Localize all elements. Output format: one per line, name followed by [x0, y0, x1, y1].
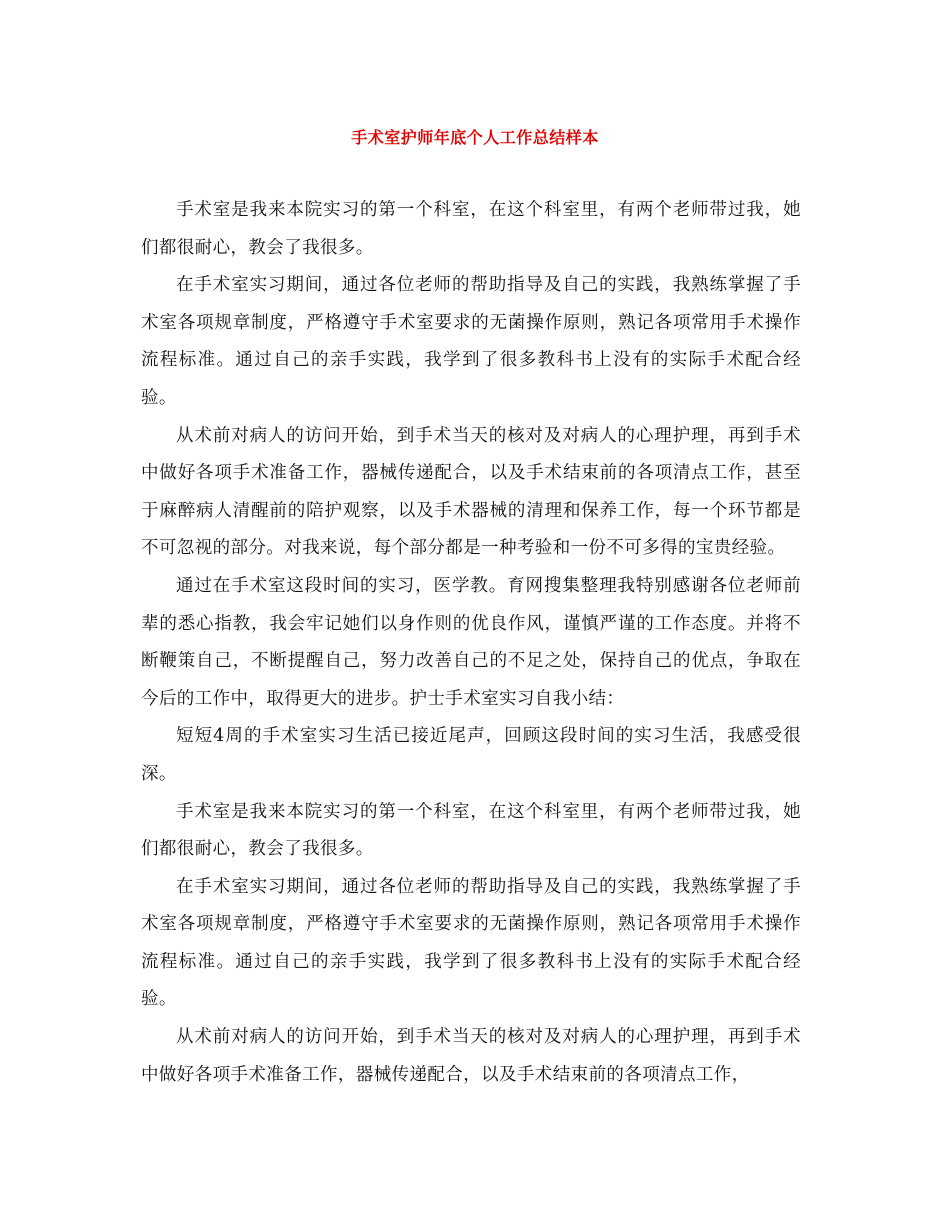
document-body — [141, 192, 801, 1094]
paragraph-8: 从术前对病人的访问开始，到手术当天的核对及对病人的心理护理，再到手术中做好各项手术准备工作，器械传递配合，以及手术结束前的各项清点工作， — [141, 1027, 801, 1085]
paragraph-4: 通过在手术室这段时间的实习，医学教。育网搜集整理我特别感谢各位老师前辈的悉心指教，我会牢记她们以身作则的优良作风，谨慎严谨的工作态度。并将不断鞭策自己，不断提醒自己，努力改善自己的不足之处，保持自己的优点，争取在今后的工作中，取得更大的进步。护士手术室实习自我小结： — [141, 575, 801, 709]
document-title: 手术室护师年底个人工作总结样本 — [351, 128, 599, 147]
paragraph-5: 短短4周的手术室实习生活已接近尾声，回顾这段时间的实习生活，我感受很深。 — [141, 726, 801, 784]
paragraph-2: 在手术室实习期间，通过各位老师的帮助指导及自己的实践，我熟练掌握了手术室各项规章制度，严格遵守手术室要求的无菌操作原则，熟记各项常用手术操作流程标准。通过自己的亲手实践，我学到了很多教科书上没有的实际手术配合经验。 — [141, 275, 801, 408]
paragraph-3: 从术前对病人的访问开始，到手术当天的核对及对病人的心理护理，再到手术中做好各项手术准备工作，器械传递配合，以及手术结束前的各项清点工作，甚至于麻醉病人清醒前的陪护观察，以及手术器械的清理和保养工作，每一个环节都是不可忽视的部分。对我来说，每个部分都是一种考验和一份不可多得的宝贵经验。 — [141, 425, 801, 559]
paragraph-7: 在手术室实习期间，通过各位老师的帮助指导及自己的实践，我熟练掌握了手术室各项规章制度，严格遵守手术室要求的无菌操作原则，熟记各项常用手术操作流程标准。通过自己的亲手实践，我学到了很多教科书上没有的实际手术配合经验。 — [141, 876, 801, 1010]
paragraph-1: 手术室是我来本院实习的第一个科室，在这个科室里，有两个老师带过我，她们都很耐心，教会了我很多。 — [141, 200, 801, 258]
paragraph-6: 手术室是我来本院实习的第一个科室，在这个科室里，有两个老师带过我，她们都很耐心，教会了我很多。 — [141, 801, 801, 860]
